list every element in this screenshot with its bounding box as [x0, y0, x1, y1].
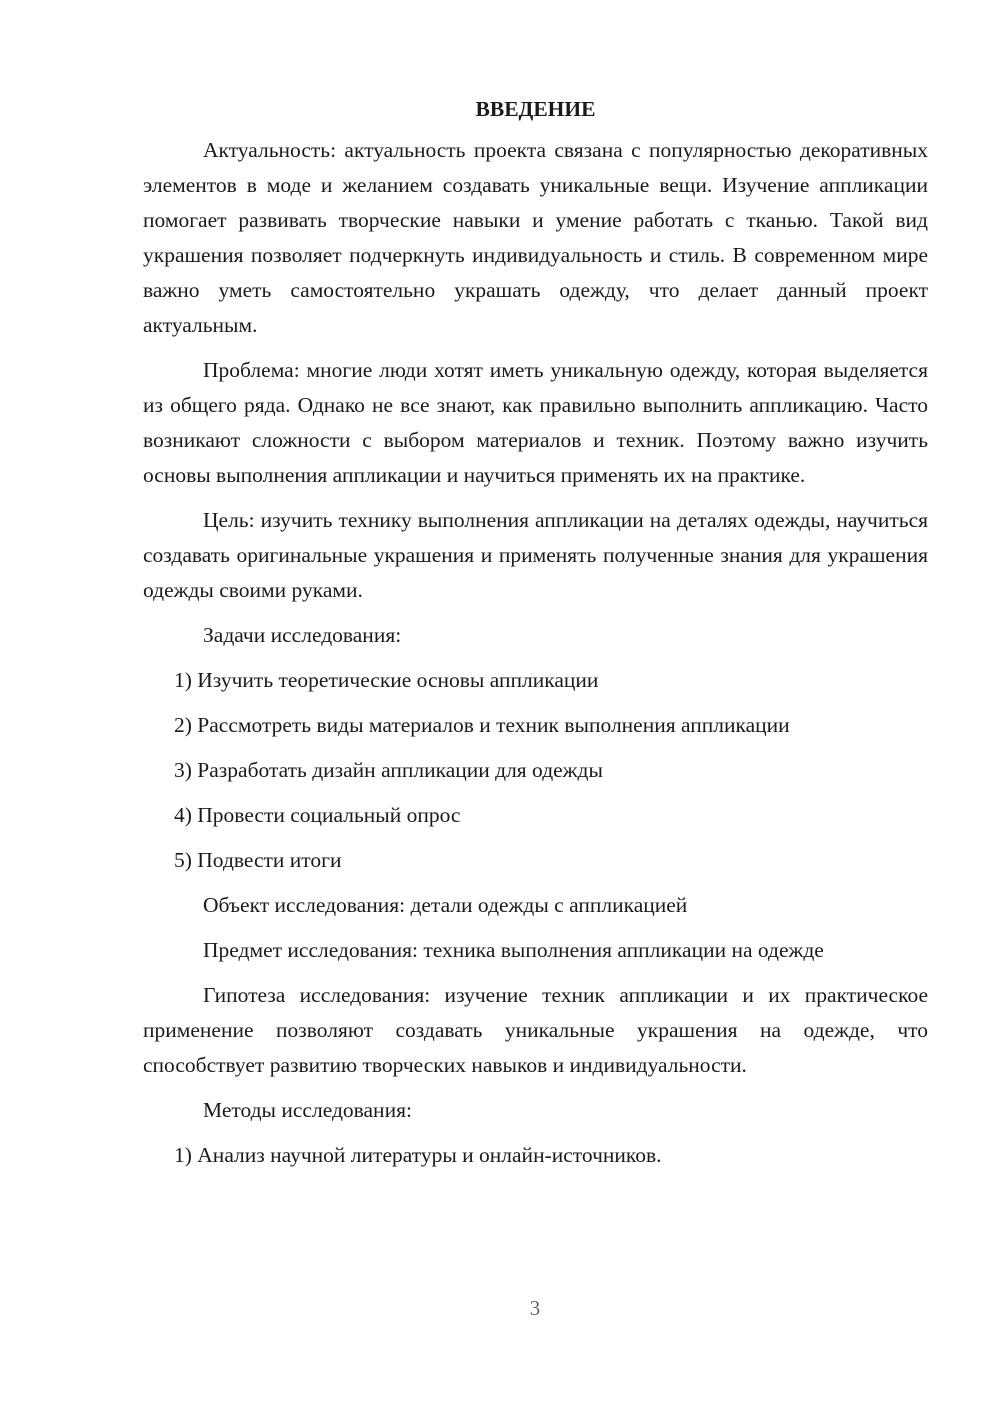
task-item: 1) Изучить теоретические основы аппликации: [174, 668, 599, 692]
hypothesis-paragraph: Гипотеза исследования: изучение техник аппликации и их практическое применение позволяют создавать уникальные украшения на одежде, что способствует развитию творческих навыков и индивидуальности.: [143, 983, 928, 1077]
problem-paragraph: Проблема: многие люди хотят иметь уникальную одежду, которая выделяется из общего ряда. Однако не все знают, как правильно выполнить аппликацию. Часто возникают сложности с выбором материалов и техник. Поэтому важно изучить основы выполнения аппликации и научиться применять их на практике.: [143, 358, 928, 487]
task-item: 4) Провести социальный опрос: [174, 803, 461, 827]
relevance-paragraph: Актуальность: актуальность проекта связана с популярностью декоративных элементов в моде и желанием создавать уникальные вещи. Изучение аппликации помогает развивать творческие навыки и умение работать с тканью. Такой вид украшения позволяет подчеркнуть индивидуальность и стиль. В современном мире важно уметь самостоятельно украшать одежду, что делает данный проект актуальным.: [143, 138, 928, 337]
research-object: Объект исследования: детали одежды с аппликацией: [203, 893, 688, 917]
page-number: 3: [529, 1296, 541, 1320]
document-page: [143, 92, 928, 1183]
research-subject: Предмет исследования: техника выполнения аппликации на одежде: [203, 938, 824, 962]
tasks-heading: Задачи исследования:: [203, 623, 402, 647]
methods-heading: Методы исследования:: [203, 1098, 412, 1122]
task-item: 3) Разработать дизайн аппликации для одежды: [174, 758, 603, 782]
method-item: 1) Анализ научной литературы и онлайн-источников.: [174, 1143, 662, 1167]
task-item: 5) Подвести итоги: [174, 848, 342, 872]
section-title: ВВЕДЕНИЕ: [475, 97, 596, 121]
task-item: 2) Рассмотреть виды материалов и техник выполнения аппликации: [174, 713, 790, 737]
goal-paragraph: Цель: изучить технику выполнения аппликации на деталях одежды, научиться создавать оригинальные украшения и применять полученные знания для украшения одежды своими руками.: [143, 508, 928, 602]
